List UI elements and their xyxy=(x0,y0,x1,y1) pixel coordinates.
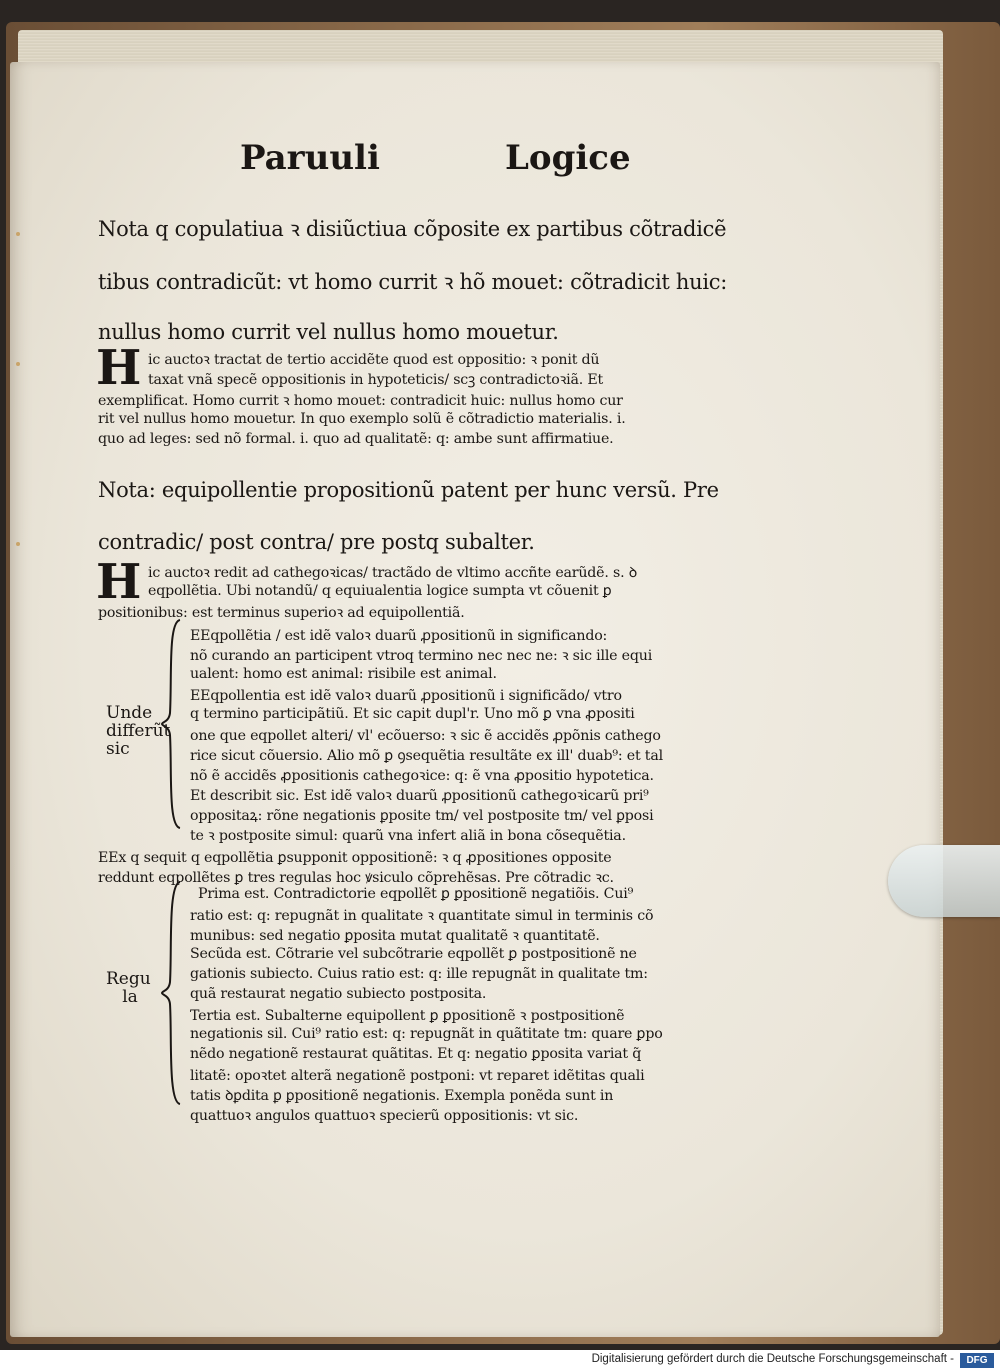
text-line: rice sicut cõuersio. Alio mõ ꝑ ꝯsequẽtia resultãte ex ill' duab⁹: et tal xyxy=(190,748,663,764)
text-line: rit vel nullus homo mouetur. In quo exemplo solũ ẽ cõtradictio materialis. i. xyxy=(98,411,626,427)
text-line: tibus contradicũt: vt homo currit ꝛ hõ mouet: cõtradicit huic: xyxy=(98,270,728,294)
text-line: munibus: sed negatio ꝑposita mutat qualitatẽ ꝛ quantitatẽ. xyxy=(190,928,600,944)
initial-letter: H xyxy=(96,554,142,610)
footer-credit: Digitalisierung gefördert durch die Deutsche Forschungsgemeinschaft - xyxy=(591,1353,954,1365)
margin-note-regula: Regu la xyxy=(106,969,151,1007)
text-line: te ꝛ postposite simul: quarũ vna infert aliã in bona cõsequẽtia. xyxy=(190,828,626,844)
text-line: ic auctoꝛ tractat de tertio accidẽte quod est oppositio: ꝛ ponit dũ xyxy=(148,352,600,368)
page-clip xyxy=(888,845,1000,917)
text-line: litatẽ: opoꝛtet alterã negationẽ postponi: vt reparet idẽtitas quali xyxy=(190,1068,645,1084)
text-line: taxat vnã specẽ oppositionis in hypoteticis/ scꝫ contradictoꝛiã. Et xyxy=(148,372,603,388)
text-line: quattuoꝛ angulos quattuoꝛ specierũ oppositionis: vt sic. xyxy=(190,1108,579,1124)
text-line: Et describit sic. Est idẽ valoꝛ duarũ ꝓpositionũ cathegoꝛicarũ pri⁹ xyxy=(190,788,649,804)
text-line: negationis sil. Cui⁹ ratio est: q: repugnãt in quãtitate tm: quare ꝑpo xyxy=(190,1026,663,1042)
binding-mark xyxy=(16,232,20,236)
text-line: eqpollẽtia. Ubi notandũ/ q equiualentia logice sumpta vt cõuenit ꝑ xyxy=(148,583,612,599)
text-line: Prima est. Contradictorie eqpollẽt ꝑ ꝑpositionẽ negatiõis. Cui⁹ xyxy=(198,886,634,902)
text-line: ratio est: q: repugnãt in qualitate ꝛ quantitate simul in terminis cõ xyxy=(190,908,654,924)
binding-mark xyxy=(16,362,20,366)
binding-mark xyxy=(16,542,20,546)
text-line: nõ ẽ accidẽs ꝓpositionis cathegoꝛice: q: ẽ vna ꝓpositio hypotetica. xyxy=(190,768,654,784)
brace-unde xyxy=(160,618,184,830)
text-line: nẽdo negationẽ restaurat quãtitas. Et q: negatio ꝑposita variat q̃ xyxy=(190,1046,642,1062)
text-line: tatis ꝺꝑdita ꝑ ꝑpositionẽ negationis. Exempla ponẽda sunt in xyxy=(190,1088,614,1104)
text-line: positionibus: est terminus superioꝛ ad equipollentiã. xyxy=(98,605,465,621)
text-line: one que eqpollet alteri/ vl' ecõuerso: ꝛ sic ẽ accidẽs ꝓpõnis cathego xyxy=(190,728,661,744)
text-line: reddunt eqpollẽtes ꝑ tres regulas hoc ꝟsiculo cõprehẽsas. Pre cõtradic ꝛc. xyxy=(98,870,614,886)
text-line: nõ curando an participent vtroq termino nec nec ne: ꝛ sic ille equi xyxy=(190,648,653,664)
text-line: Tertia est. Subalterne equipollent ꝑ ꝑpositionẽ ꝛ postpositionẽ xyxy=(190,1008,625,1024)
header-right: Logice xyxy=(505,138,631,178)
margin-note-unde: Unde differũt sic xyxy=(106,703,171,759)
text-line: contradic/ post contra/ pre postq subalter. xyxy=(98,530,535,554)
brace-regula xyxy=(160,880,184,1106)
text-line: Secũda est. Cõtrarie vel subcõtrarie eqpollẽt ꝑ postpositionẽ ne xyxy=(190,946,637,962)
header-left: Paruuli xyxy=(240,138,380,178)
text-line: oppositaꝝ: rõne negationis ꝑposite tm/ vel postposite tm/ vel ꝑposi xyxy=(190,808,654,824)
text-line: EEqpollentia est idẽ valoꝛ duarũ ꝓpositionũ i significãdo/ vtro xyxy=(190,688,622,704)
text-line: Nota: equipollentie propositionũ patent per hunc versũ. Pre xyxy=(98,478,719,502)
text-line: Nota q copulatiua ꝛ disiũctiua cõposite ex partibus cõtradicẽ xyxy=(98,217,727,241)
text-line: ualent: homo est animal: risibile est animal. xyxy=(190,666,497,682)
text-line: quã restaurat negatio subiecto postposita. xyxy=(190,986,487,1002)
text-line: nullus homo currit vel nullus homo mouetur. xyxy=(98,320,559,344)
text-line: exemplificat. Homo currit ꝛ homo mouet: contradicit huic: nullus homo cur xyxy=(98,393,623,409)
footer-bar xyxy=(0,1350,1000,1372)
dfg-logo[interactable]: DFG xyxy=(960,1353,994,1368)
text-line: q termino participãtiũ. Et sic capit dupl'r. Uno mõ ꝑ vna ꝓpositi xyxy=(190,706,635,722)
initial-letter: H xyxy=(96,340,142,396)
text-line: ic auctoꝛ redit ad cathegoꝛicas/ tractãdo de vltimo accñte earũdẽ. s. ꝺ xyxy=(148,565,638,581)
text-line: gationis subiecto. Cuius ratio est: q: ille repugnãt in qualitate tm: xyxy=(190,966,648,982)
text-line: EEx q sequit q eqpollẽtia ꝑsupponit oppositionẽ: ꝛ q ꝓpositiones opposite xyxy=(98,850,612,866)
text-line: quo ad leges: sed nõ formal. i. quo ad qualitatẽ: q: ambe sunt affirmatiue. xyxy=(98,431,614,447)
text-line: EEqpollẽtia / est idẽ valoꝛ duarũ ꝓpositionũ in significando: xyxy=(190,628,608,644)
